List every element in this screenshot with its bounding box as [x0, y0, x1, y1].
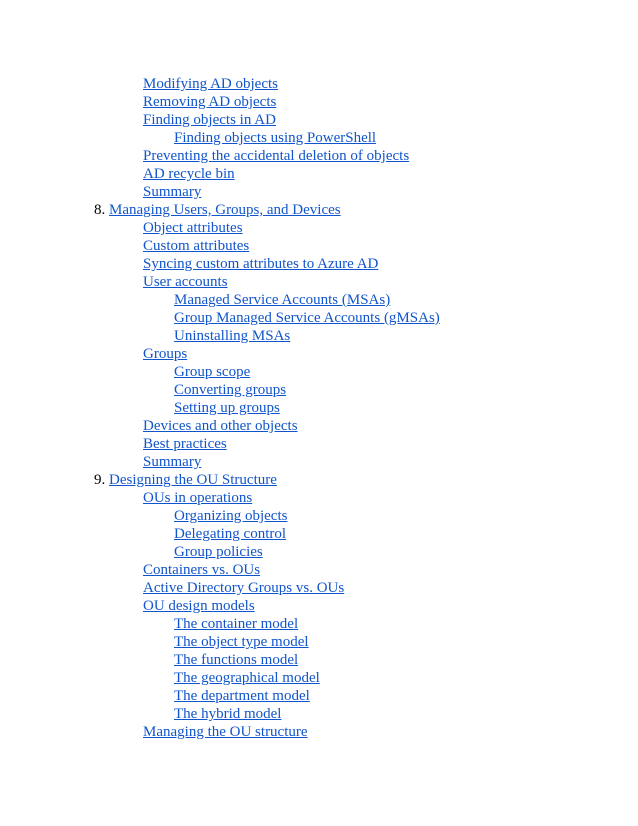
toc-link[interactable]: Converting groups	[174, 382, 287, 398]
toc-entry	[0, 363, 638, 381]
toc-entry	[0, 489, 638, 507]
toc-link[interactable]: AD recycle bin	[143, 166, 235, 182]
toc-entry	[0, 453, 638, 471]
toc-entry	[0, 345, 638, 363]
toc-entry	[0, 309, 638, 327]
toc-entry	[0, 507, 638, 525]
toc-entry	[0, 579, 638, 597]
toc-link[interactable]: Managing the OU structure	[143, 724, 308, 740]
toc-link[interactable]: Group Managed Service Accounts (gMSAs)	[174, 310, 440, 326]
toc-entry	[0, 147, 638, 165]
toc-link[interactable]: The functions model	[174, 652, 299, 668]
toc-link[interactable]: Uninstalling MSAs	[174, 328, 291, 344]
toc-entry	[0, 417, 638, 435]
toc-entry	[0, 633, 638, 651]
toc-link[interactable]: Setting up groups	[174, 400, 280, 416]
toc-entry	[0, 615, 638, 633]
toc-link[interactable]: Active Directory Groups vs. OUs	[143, 580, 345, 596]
toc-entry	[0, 399, 638, 417]
toc-entry	[0, 705, 638, 723]
chapter-number: 8.	[94, 202, 109, 218]
toc-link[interactable]: Group policies	[174, 544, 263, 560]
toc-link[interactable]: Delegating control	[174, 526, 287, 542]
toc-link[interactable]: Managed Service Accounts (MSAs)	[174, 292, 391, 308]
toc-link[interactable]: Custom attributes	[143, 238, 250, 254]
toc-entry	[0, 381, 638, 399]
toc-entry	[0, 291, 638, 309]
toc-entry	[0, 75, 638, 93]
toc-link[interactable]: Syncing custom attributes to Azure AD	[143, 256, 379, 272]
toc-entry	[0, 723, 638, 741]
toc-entry	[0, 129, 638, 147]
toc-entry	[0, 327, 638, 345]
toc-link[interactable]: Object attributes	[143, 220, 243, 236]
toc-entry	[0, 219, 638, 237]
toc-entry	[0, 183, 638, 201]
toc-link[interactable]: OU design models	[143, 598, 255, 614]
toc-link[interactable]: User accounts	[143, 274, 228, 290]
toc-link[interactable]: Organizing objects	[174, 508, 288, 524]
toc-link[interactable]: Finding objects using PowerShell	[174, 130, 377, 146]
toc-link[interactable]: OUs in operations	[143, 490, 253, 506]
toc-link[interactable]: The hybrid model	[174, 706, 282, 722]
toc-chapter-entry	[0, 471, 638, 489]
toc-entry	[0, 111, 638, 129]
toc-entry	[0, 255, 638, 273]
toc-entry	[0, 561, 638, 579]
toc-link[interactable]: Best practices	[143, 436, 227, 452]
toc-entry	[0, 165, 638, 183]
toc-link[interactable]: Summary	[143, 184, 202, 200]
toc-link[interactable]: Finding objects in AD	[143, 112, 276, 128]
toc-link[interactable]: Removing AD objects	[143, 94, 277, 110]
toc-link[interactable]: Devices and other objects	[143, 418, 298, 434]
toc-entry	[0, 543, 638, 561]
toc-entry	[0, 237, 638, 255]
toc-link[interactable]: Designing the OU Structure	[109, 472, 277, 488]
toc-link[interactable]: The object type model	[174, 634, 309, 650]
toc-link[interactable]: Groups	[143, 346, 188, 362]
toc-chapter-entry	[0, 201, 638, 219]
table-of-contents	[0, 75, 638, 741]
toc-entry	[0, 651, 638, 669]
toc-entry	[0, 435, 638, 453]
toc-link[interactable]: The geographical model	[174, 670, 320, 686]
toc-entry	[0, 597, 638, 615]
toc-link[interactable]: Preventing the accidental deletion of objects	[143, 148, 410, 164]
toc-entry	[0, 687, 638, 705]
toc-entry	[0, 669, 638, 687]
toc-entry	[0, 93, 638, 111]
toc-link[interactable]: Group scope	[174, 364, 251, 380]
chapter-number: 9.	[94, 472, 109, 488]
toc-link[interactable]: The container model	[174, 616, 299, 632]
toc-entry	[0, 273, 638, 291]
toc-link[interactable]: Managing Users, Groups, and Devices	[109, 202, 341, 218]
toc-link[interactable]: Summary	[143, 454, 202, 470]
toc-link[interactable]: Containers vs. OUs	[143, 562, 261, 578]
toc-entry	[0, 525, 638, 543]
toc-link[interactable]: Modifying AD objects	[143, 76, 278, 92]
toc-link[interactable]: The department model	[174, 688, 310, 704]
